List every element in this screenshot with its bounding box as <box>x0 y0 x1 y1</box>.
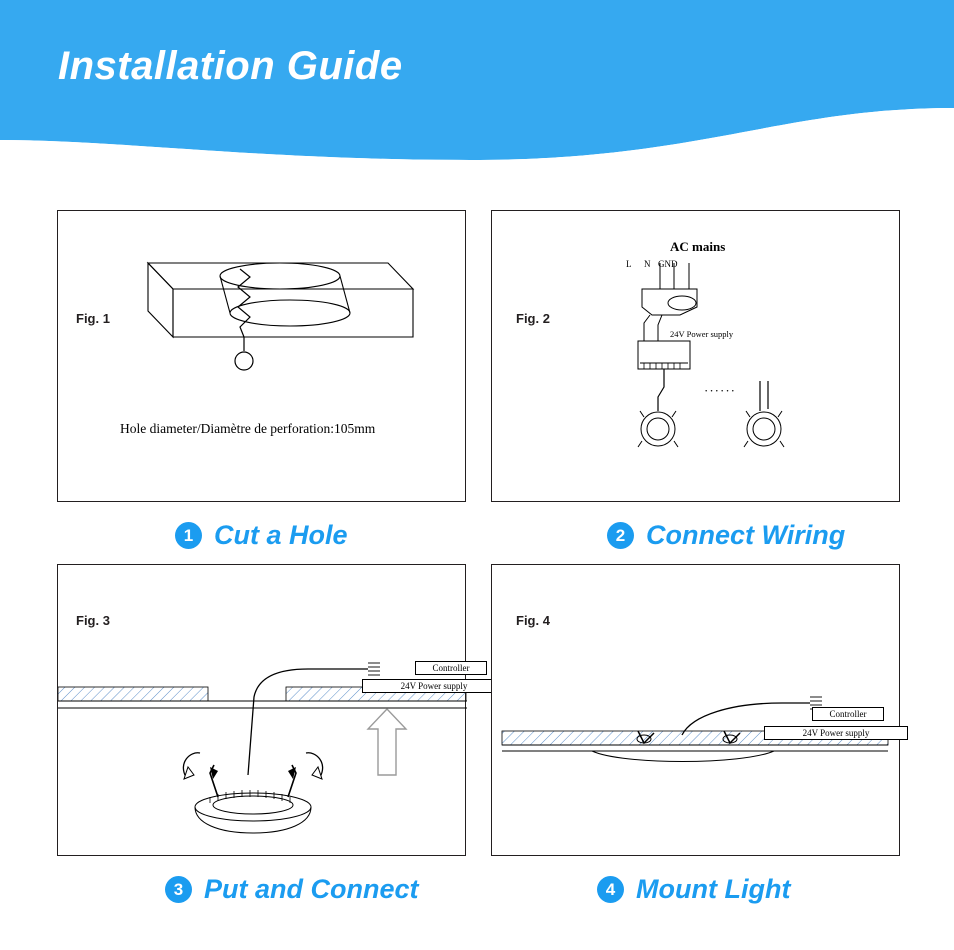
ceiling-hole-drawing <box>58 211 467 503</box>
step-number-1: 1 <box>175 522 202 549</box>
step-caption-3 <box>0 868 477 910</box>
step-card-3 <box>0 564 477 910</box>
figure-panel-3 <box>57 564 470 856</box>
figure-label-3: Fig. 3 <box>76 613 110 628</box>
step-number-2: 2 <box>607 522 634 549</box>
step-caption-text-3: Put and Connect <box>204 873 419 904</box>
step-caption-text-4: Mount Light <box>636 873 791 904</box>
step-number-4: 4 <box>597 876 624 903</box>
figure-label-4: Fig. 4 <box>516 613 550 628</box>
step-caption-2 <box>477 514 954 556</box>
step-card-1 <box>0 210 477 556</box>
step-caption-text-1: Cut a Hole <box>214 519 348 550</box>
ac-mains-label: AC mains <box>670 239 726 254</box>
wire-label-l: L <box>626 259 632 269</box>
controller-label-4: Controller <box>812 707 884 721</box>
figure-panel-4 <box>491 564 900 856</box>
figure-label-2: Fig. 2 <box>516 311 550 326</box>
step-number-3: 3 <box>165 876 192 903</box>
step-card-4 <box>477 564 954 910</box>
put-connect-drawing <box>58 565 467 857</box>
figure-label-1: Fig. 1 <box>76 311 110 326</box>
figure-panel-2 <box>491 210 900 502</box>
step-card-2 <box>477 210 954 556</box>
steps-grid <box>0 210 954 910</box>
page-header <box>0 0 954 165</box>
steps-row-2 <box>0 564 954 910</box>
steps-row-1 <box>0 210 954 556</box>
step-caption-1 <box>0 514 477 556</box>
wire-label-n: N <box>644 259 651 269</box>
controller-label-3: Controller <box>415 661 487 675</box>
page-title: Installation Guide <box>58 44 403 88</box>
power-supply-label-4: 24V Power supply <box>764 726 908 740</box>
hole-diameter-note: Hole diameter/Diamètre de perforation:105mm <box>120 421 376 436</box>
step-caption-text-2: Connect Wiring <box>646 519 846 550</box>
wire-label-gnd: GND <box>658 259 678 269</box>
figure-panel-1 <box>57 210 466 502</box>
step-caption-4 <box>477 868 954 910</box>
power-supply-label-2: 24V Power supply <box>670 329 734 339</box>
repeat-dots: ······ <box>704 383 736 398</box>
power-supply-label-3: 24V Power supply <box>362 679 506 693</box>
